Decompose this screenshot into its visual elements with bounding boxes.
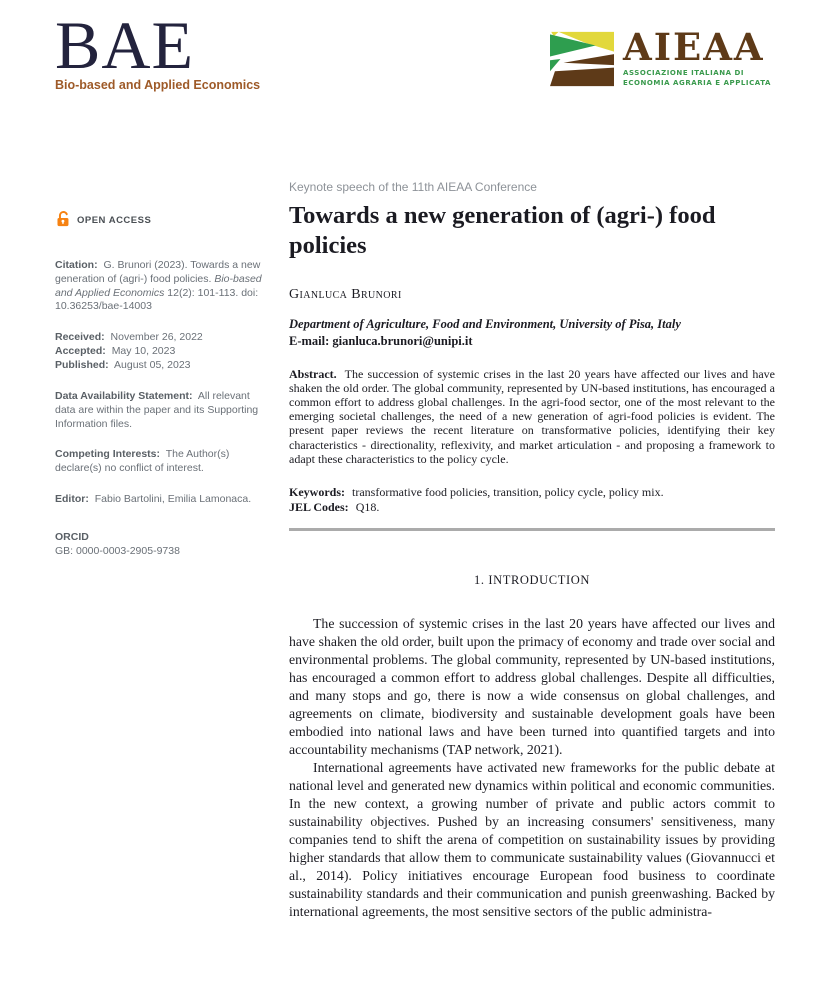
competing-interests-block [55, 448, 269, 476]
open-access-badge [55, 210, 269, 233]
keywords-block [289, 485, 775, 515]
published-line [55, 359, 269, 373]
introduction-paragraph-1: The succession of systemic crises in the last 20 years have affected our lives and have shaken the old order, built upon the primacy of economy and trade over social and environmental problems. The global community, represented by UN-based institutions, has encouraged a common effort to address global challenges. Despite all difficulties, and many stops and go, there is now a wide consensus on global challenges, and agreements on climate, biodiversity and sustainable development goals have been embodied into national laws and have been turned into quantified targets and into accountability mechanisms (TAP network, 2021). [289, 616, 775, 758]
jel-line [289, 500, 775, 515]
citation-label: Citation: [55, 258, 98, 271]
editor-block [55, 493, 269, 507]
abstract-block [289, 367, 775, 466]
published-label: Published: [55, 359, 109, 372]
accepted-line [55, 345, 269, 359]
aieaa-logo-text [623, 25, 771, 88]
competing-interests-label: Competing Interests: [55, 448, 161, 461]
citation-reference: 12(2): 101-113. doi: 10.36253/bae-14003 [55, 286, 259, 313]
citation-journal: Bio-based and Applied Economics [55, 272, 262, 299]
jel-codes-label: JEL Codes: [289, 500, 349, 515]
email-link[interactable]: gianluca.brunori@unipi.it [332, 333, 473, 348]
data-availability-label: Data Availability Statement: [55, 389, 193, 402]
author-affiliation: Department of Agriculture, Food and Environment, University of Pisa, Italy [289, 316, 681, 331]
bae-journal-logo [55, 7, 261, 92]
article-title: Towards a new generation of (agri-) food policies [289, 202, 716, 259]
citation-block [55, 259, 269, 314]
accepted-date: May 10, 2023 [111, 345, 176, 358]
data-availability-text: All relevant data are within the paper and its Supporting Information files. [55, 389, 259, 430]
open-access-label: OPEN ACCESS [77, 215, 152, 227]
received-date: November 26, 2022 [110, 331, 203, 344]
keywords-line [289, 485, 775, 500]
keywords-label: Keywords: [289, 485, 345, 500]
aieaa-logo [550, 25, 771, 93]
author-email-line [289, 334, 775, 349]
aieaa-acronym: AIEAA [623, 25, 765, 69]
article-metadata-sidebar [55, 210, 269, 576]
open-access-icon [55, 210, 72, 233]
article-main-column [289, 180, 775, 921]
orcid-id: GB: 0000-0003-2905-9738 [55, 544, 180, 557]
section-heading-introduction: 1. INTRODUCTION [474, 573, 590, 588]
abstract-text: The succession of systemic crises in the last 20 years have affected our lives and have shaken the old order. The global community, represented by UN-based institutions, has encouraged a common effort to address global challenges. In the agri-food sector, one of the most relevant to the emerging societal challenges, the need of a new generation of agri-food policies is evident. The present paper reviews the recent literature on transformative policies, identifying their key characteristics - directionality, reflexivity, and market articulation - and proposing a framework to adapt these characteristics to the policy cycle. [289, 366, 775, 466]
section-divider [289, 528, 775, 531]
competing-interests-text: The Author(s) declare(s) no conflict of interest. [55, 448, 230, 475]
editor-names: Fabio Bartolini, Emilia Lamonaca. [94, 493, 252, 506]
aieaa-name-line2: ECONOMIA AGRARIA E APPLICATA [623, 79, 771, 88]
aieaa-name-line1: ASSOCIAZIONE ITALIANA DI [623, 69, 745, 78]
orcid-block [55, 531, 269, 559]
data-availability-block [55, 390, 269, 432]
received-line [55, 331, 269, 345]
received-label: Received: [55, 331, 105, 344]
orcid-label: ORCID [55, 531, 89, 544]
keywords-text: transformative food policies, transition, policy cycle, policy mix. [352, 485, 664, 500]
aieaa-logo-icon [550, 30, 614, 93]
aieaa-association-name [623, 68, 771, 88]
introduction-paragraph-2: International agreements have activated new frameworks for the public debate at national level and generated new dynamics within political and economic communities. In the new context, a growing number of private and public actors commit to sustainability objectives. Pushed by an increasing consumers' sensitiveness, many companies tend to shift the arena of competition on sustainability issues by providing higher standards that allow them to communicate sustainability values (Giovannucci et al., 2014). Policy initiatives encourage European food business to coordinate sustainability standards and their communication and punish greenwashing. Backed by international agreements, the most sensitive sectors of the public administra- [289, 760, 775, 920]
abstract-label: Abstract. [289, 366, 337, 381]
citation-text: G. Brunori (2023). Towards a new generation of (agri-) food policies. [55, 258, 261, 285]
bae-logo-acronym: BAE [55, 7, 194, 83]
published-date: August 05, 2023 [114, 359, 191, 372]
email-label: E-mail: [289, 333, 330, 348]
accepted-label: Accepted: [55, 345, 106, 358]
bae-logo-tagline: Bio-based and Applied Economics [55, 77, 261, 92]
article-kicker: Keynote speech of the 11th AIEAA Conference [289, 180, 537, 194]
editor-label: Editor: [55, 493, 89, 506]
author-name: Gianluca Brunori [289, 286, 402, 302]
dates-block [55, 331, 269, 373]
jel-codes-value: Q18. [355, 500, 380, 515]
